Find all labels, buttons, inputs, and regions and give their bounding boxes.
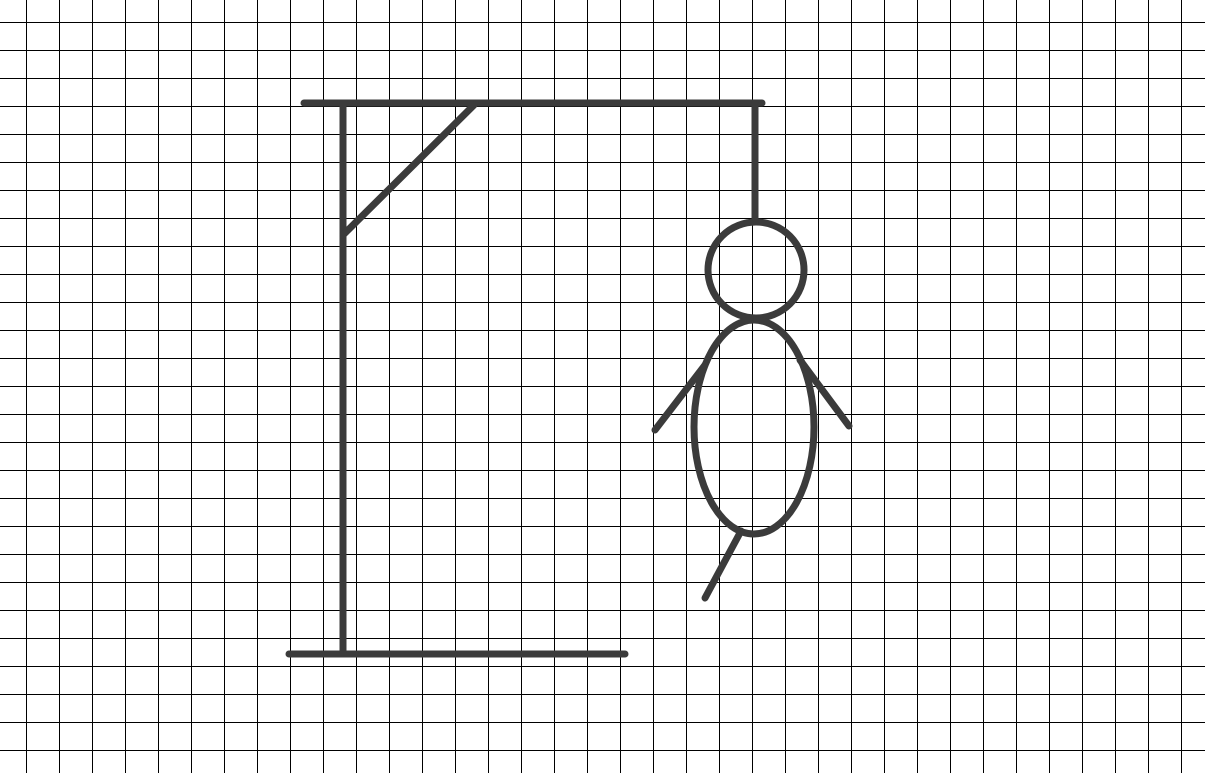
gallows-brace [343,105,474,235]
figure-right-arm [800,360,849,426]
figure-body [694,320,814,534]
figure-head [708,222,804,318]
figure-left-leg [705,531,741,598]
